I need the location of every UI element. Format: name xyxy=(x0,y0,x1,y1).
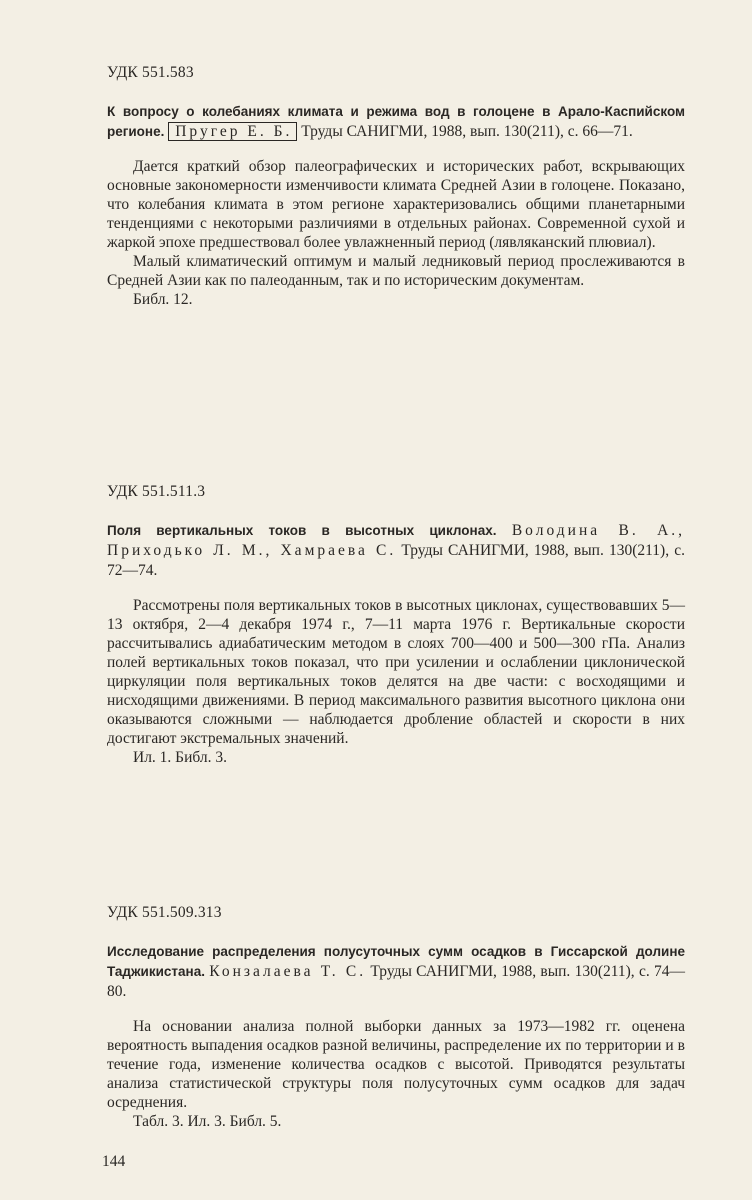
entry-title: Исследование распределения полусуточных сумм осадков в Гиссарской долине Таджикистана. xyxy=(107,944,685,979)
bibliography: Ил. 1. Библ. 3. xyxy=(133,749,227,766)
entry-2 xyxy=(107,483,685,767)
entry-authors: Конзалаева Т. С. xyxy=(209,963,367,980)
entry-title: К вопросу о колебаниях климата и режима вод в голоцене в Арало-Каспийском регионе. xyxy=(107,104,685,139)
entry-source: Труды САНИГМИ, 1988, вып. 130(211), с. 74—80. xyxy=(107,963,686,1000)
entry-3 xyxy=(107,904,685,1131)
entry-heading xyxy=(107,102,685,142)
entry-source: Труды САНИГМИ, 1988, вып. 130(211), с. 72—74. xyxy=(107,542,685,579)
abstract-paragraph: Рассмотрены поля вертикальных токов в высотных циклонах, существовавших 5—13 октября, 2—4 декабря 1974 г., 7—11 марта 1976 г. Вертикальные скорости рассчитывались адиабатическим методом в слоях 700—400 и 500—300 гПа. Анализ полей вертикальных токов показал, что при усилении и ослаблении циклонической циркуляции поля вертикальных токов делятся на две части: с восходящими и нисходящими движениями. В период максимального развития высотного циклона они оказываются сложными — наблюдается дробление областей и скорости в них достигают экстремальных значений. xyxy=(107,597,685,747)
udk-code: УДК 551.509.313 xyxy=(107,904,222,921)
entry-heading xyxy=(107,942,685,1002)
page-number: 144 xyxy=(102,1153,126,1170)
entry-source: Труды САНИГМИ, 1988, вып. 130(211), с. 66—71. xyxy=(301,123,633,140)
entry-heading xyxy=(107,521,685,581)
udk-code: УДК 551.583 xyxy=(107,64,194,81)
abstract-paragraph: На основании анализа полной выборки данных за 1973—1982 гг. оценена вероятность выпадения осадков разной величины, распределение их по территории и в течение года, изменение количества осадков с высотой. Приводятся результаты анализа статистической структуры поля полусуточных сумм осадков для задач осреднения. xyxy=(107,1018,685,1111)
entry-1 xyxy=(107,64,685,309)
author-box: Пругер Е. Б. xyxy=(168,122,297,141)
abstract-paragraph: Малый климатический оптимум и малый ледниковый период прослеживаются в Средней Азии как по палеоданным, так и по историческим документам. xyxy=(107,253,685,289)
entry-authors: Володина В. А., Приходько Л. М., Хамраева С. xyxy=(107,522,686,559)
bibliography: Табл. 3. Ил. 3. Библ. 5. xyxy=(133,1113,282,1130)
bibliography: Библ. 12. xyxy=(133,291,193,308)
udk-code: УДК 551.511.3 xyxy=(107,483,206,500)
entry-title: Поля вертикальных токов в высотных циклонах. xyxy=(107,523,497,538)
abstract-paragraph: Дается краткий обзор палеографических и исторических работ, вскрывающих основные закономерности изменчивости климата Средней Азии в голоцене. Показано, что колебания климата в этом регионе характеризовались общими планетарными тенденциями с некоторыми различиями в отдельных районах. Современной сухой и жаркой эпохе предшествовал более увлажненный период (лявляканский плювиал). xyxy=(107,158,685,251)
